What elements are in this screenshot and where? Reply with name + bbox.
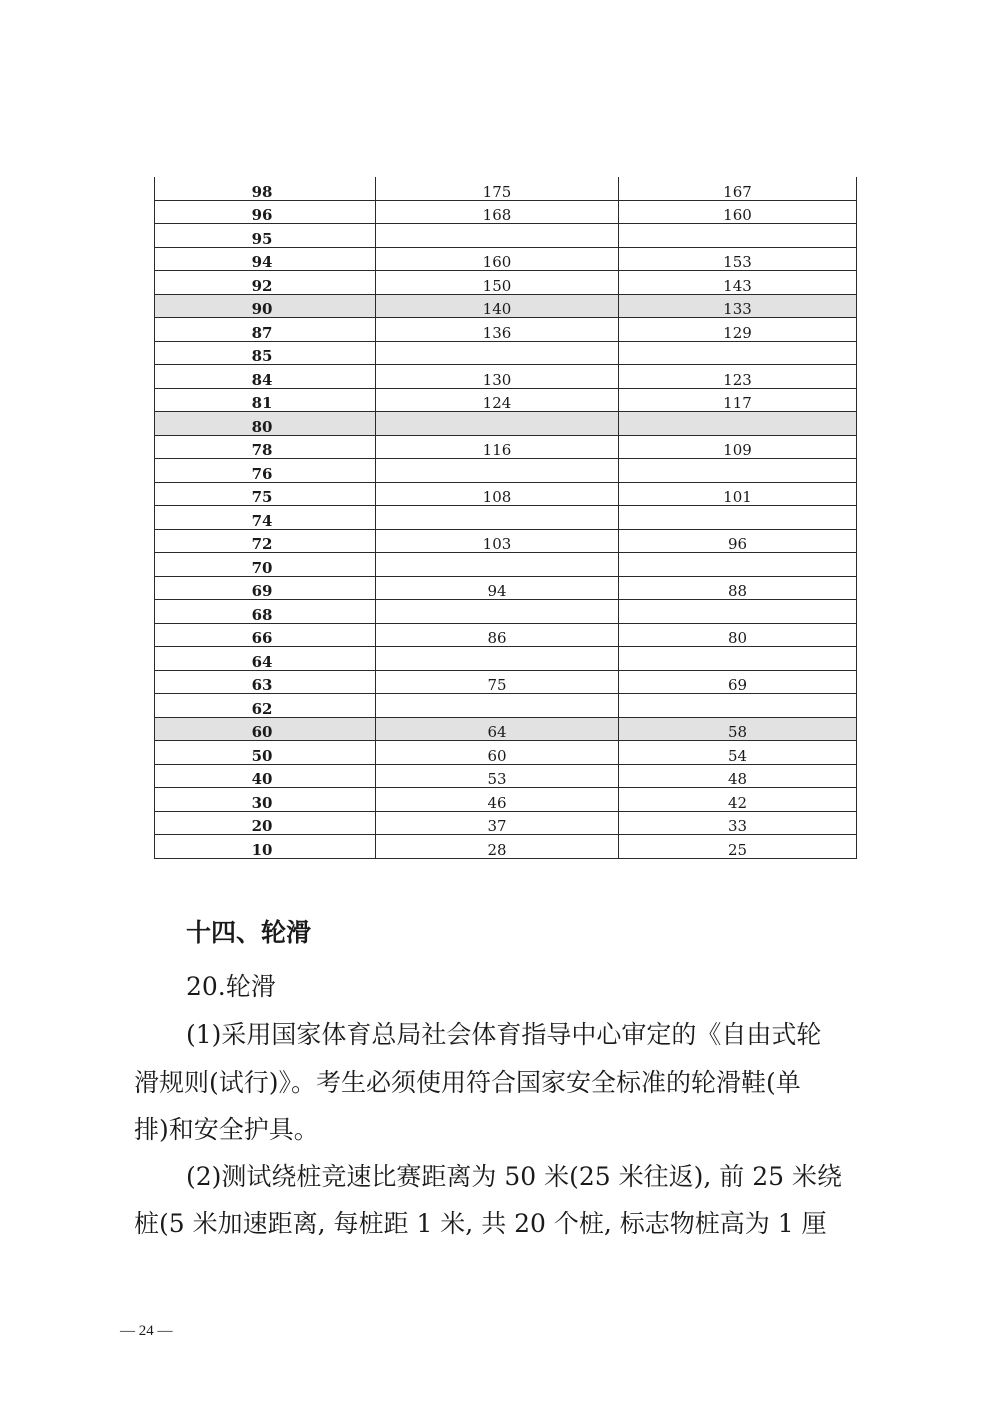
table-row bbox=[155, 224, 857, 248]
table-row bbox=[155, 717, 857, 741]
value-cell-a bbox=[376, 341, 619, 365]
table-row bbox=[155, 811, 857, 835]
value-cell-b: 42 bbox=[619, 788, 857, 812]
table-row bbox=[155, 318, 857, 342]
value-cell-a: 108 bbox=[376, 482, 619, 506]
score-cell: 50 bbox=[155, 741, 376, 765]
value-cell-b: 69 bbox=[619, 670, 857, 694]
score-cell: 94 bbox=[155, 247, 376, 271]
table-row bbox=[155, 341, 857, 365]
score-cell: 75 bbox=[155, 482, 376, 506]
table-row bbox=[155, 788, 857, 812]
value-cell-b: 133 bbox=[619, 294, 857, 318]
table-row bbox=[155, 835, 857, 859]
paragraph-1-line-1: (1)采用国家体育总局社会体育指导中心审定的《自由式轮 bbox=[186, 1020, 822, 1049]
value-cell-b: 101 bbox=[619, 482, 857, 506]
score-cell: 30 bbox=[155, 788, 376, 812]
value-cell-b: 88 bbox=[619, 576, 857, 600]
value-cell-a: 103 bbox=[376, 529, 619, 553]
table-row bbox=[155, 529, 857, 553]
value-cell-b bbox=[619, 600, 857, 624]
score-cell: 95 bbox=[155, 224, 376, 248]
table-row bbox=[155, 200, 857, 224]
value-cell-b: 117 bbox=[619, 388, 857, 412]
value-cell-b: 25 bbox=[619, 835, 857, 859]
table-row bbox=[155, 764, 857, 788]
table-row bbox=[155, 623, 857, 647]
table-row bbox=[155, 647, 857, 671]
value-cell-a bbox=[376, 600, 619, 624]
score-cell: 96 bbox=[155, 200, 376, 224]
score-cell: 80 bbox=[155, 412, 376, 436]
value-cell-a: 46 bbox=[376, 788, 619, 812]
score-cell: 62 bbox=[155, 694, 376, 718]
table-row bbox=[155, 294, 857, 318]
value-cell-a: 64 bbox=[376, 717, 619, 741]
value-cell-b: 48 bbox=[619, 764, 857, 788]
table-row bbox=[155, 506, 857, 530]
score-table bbox=[154, 177, 857, 859]
value-cell-b bbox=[619, 224, 857, 248]
table-row bbox=[155, 435, 857, 459]
score-cell: 68 bbox=[155, 600, 376, 624]
table-row bbox=[155, 365, 857, 389]
table-row bbox=[155, 741, 857, 765]
value-cell-a: 168 bbox=[376, 200, 619, 224]
table-row bbox=[155, 482, 857, 506]
value-cell-a: 140 bbox=[376, 294, 619, 318]
score-cell: 72 bbox=[155, 529, 376, 553]
value-cell-b: 123 bbox=[619, 365, 857, 389]
score-cell: 81 bbox=[155, 388, 376, 412]
value-cell-b: 109 bbox=[619, 435, 857, 459]
score-cell: 70 bbox=[155, 553, 376, 577]
value-cell-b bbox=[619, 459, 857, 483]
value-cell-b: 167 bbox=[619, 177, 857, 200]
value-cell-a: 53 bbox=[376, 764, 619, 788]
paragraph-1-line-3: 排)和安全护具。 bbox=[134, 1115, 319, 1144]
value-cell-b bbox=[619, 506, 857, 530]
value-cell-a: 130 bbox=[376, 365, 619, 389]
value-cell-a bbox=[376, 647, 619, 671]
value-cell-a bbox=[376, 506, 619, 530]
value-cell-a: 28 bbox=[376, 835, 619, 859]
value-cell-a: 75 bbox=[376, 670, 619, 694]
value-cell-a: 37 bbox=[376, 811, 619, 835]
value-cell-a bbox=[376, 412, 619, 436]
score-cell: 64 bbox=[155, 647, 376, 671]
value-cell-b: 160 bbox=[619, 200, 857, 224]
score-cell: 98 bbox=[155, 177, 376, 200]
score-cell: 85 bbox=[155, 341, 376, 365]
value-cell-a bbox=[376, 694, 619, 718]
value-cell-b bbox=[619, 647, 857, 671]
section-heading: 十四、轮滑 bbox=[186, 918, 312, 947]
value-cell-b: 54 bbox=[619, 741, 857, 765]
value-cell-a: 136 bbox=[376, 318, 619, 342]
score-cell: 69 bbox=[155, 576, 376, 600]
score-cell: 60 bbox=[155, 717, 376, 741]
value-cell-b: 143 bbox=[619, 271, 857, 295]
table-row bbox=[155, 600, 857, 624]
paragraph-2-line-1: (2)测试绕桩竞速比赛距离为 50 米(25 米往返), 前 25 米绕 bbox=[186, 1162, 842, 1191]
value-cell-a: 160 bbox=[376, 247, 619, 271]
page-number: — 24 — bbox=[120, 1323, 173, 1339]
value-cell-a: 116 bbox=[376, 435, 619, 459]
value-cell-a: 124 bbox=[376, 388, 619, 412]
table-row bbox=[155, 553, 857, 577]
score-cell: 20 bbox=[155, 811, 376, 835]
value-cell-a: 175 bbox=[376, 177, 619, 200]
value-cell-b bbox=[619, 412, 857, 436]
value-cell-b: 80 bbox=[619, 623, 857, 647]
value-cell-a bbox=[376, 553, 619, 577]
paragraph-2-line-2: 桩(5 米加速距离, 每桩距 1 米, 共 20 个桩, 标志物桩高为 1 厘 bbox=[134, 1209, 827, 1238]
table-row bbox=[155, 177, 857, 200]
score-cell: 66 bbox=[155, 623, 376, 647]
score-cell: 92 bbox=[155, 271, 376, 295]
table-row bbox=[155, 247, 857, 271]
value-cell-b: 58 bbox=[619, 717, 857, 741]
value-cell-b: 96 bbox=[619, 529, 857, 553]
table-row bbox=[155, 459, 857, 483]
score-cell: 87 bbox=[155, 318, 376, 342]
score-cell: 40 bbox=[155, 764, 376, 788]
table-row bbox=[155, 694, 857, 718]
score-cell: 63 bbox=[155, 670, 376, 694]
table-row bbox=[155, 576, 857, 600]
value-cell-a bbox=[376, 224, 619, 248]
value-cell-a: 60 bbox=[376, 741, 619, 765]
paragraph-1-line-2: 滑规则(试行)》。考生必须使用符合国家安全标准的轮滑鞋(单 bbox=[134, 1068, 801, 1097]
table-row bbox=[155, 412, 857, 436]
score-cell: 90 bbox=[155, 294, 376, 318]
score-cell: 74 bbox=[155, 506, 376, 530]
score-cell: 84 bbox=[155, 365, 376, 389]
value-cell-b: 33 bbox=[619, 811, 857, 835]
table-row bbox=[155, 670, 857, 694]
score-cell: 10 bbox=[155, 835, 376, 859]
value-cell-a: 86 bbox=[376, 623, 619, 647]
value-cell-a: 150 bbox=[376, 271, 619, 295]
value-cell-b: 153 bbox=[619, 247, 857, 271]
subsection-heading: 20.轮滑 bbox=[186, 972, 276, 1001]
value-cell-b bbox=[619, 341, 857, 365]
table-row bbox=[155, 271, 857, 295]
value-cell-a: 94 bbox=[376, 576, 619, 600]
value-cell-b bbox=[619, 553, 857, 577]
value-cell-a bbox=[376, 459, 619, 483]
value-cell-b: 129 bbox=[619, 318, 857, 342]
score-cell: 78 bbox=[155, 435, 376, 459]
value-cell-b bbox=[619, 694, 857, 718]
table-row bbox=[155, 388, 857, 412]
score-cell: 76 bbox=[155, 459, 376, 483]
